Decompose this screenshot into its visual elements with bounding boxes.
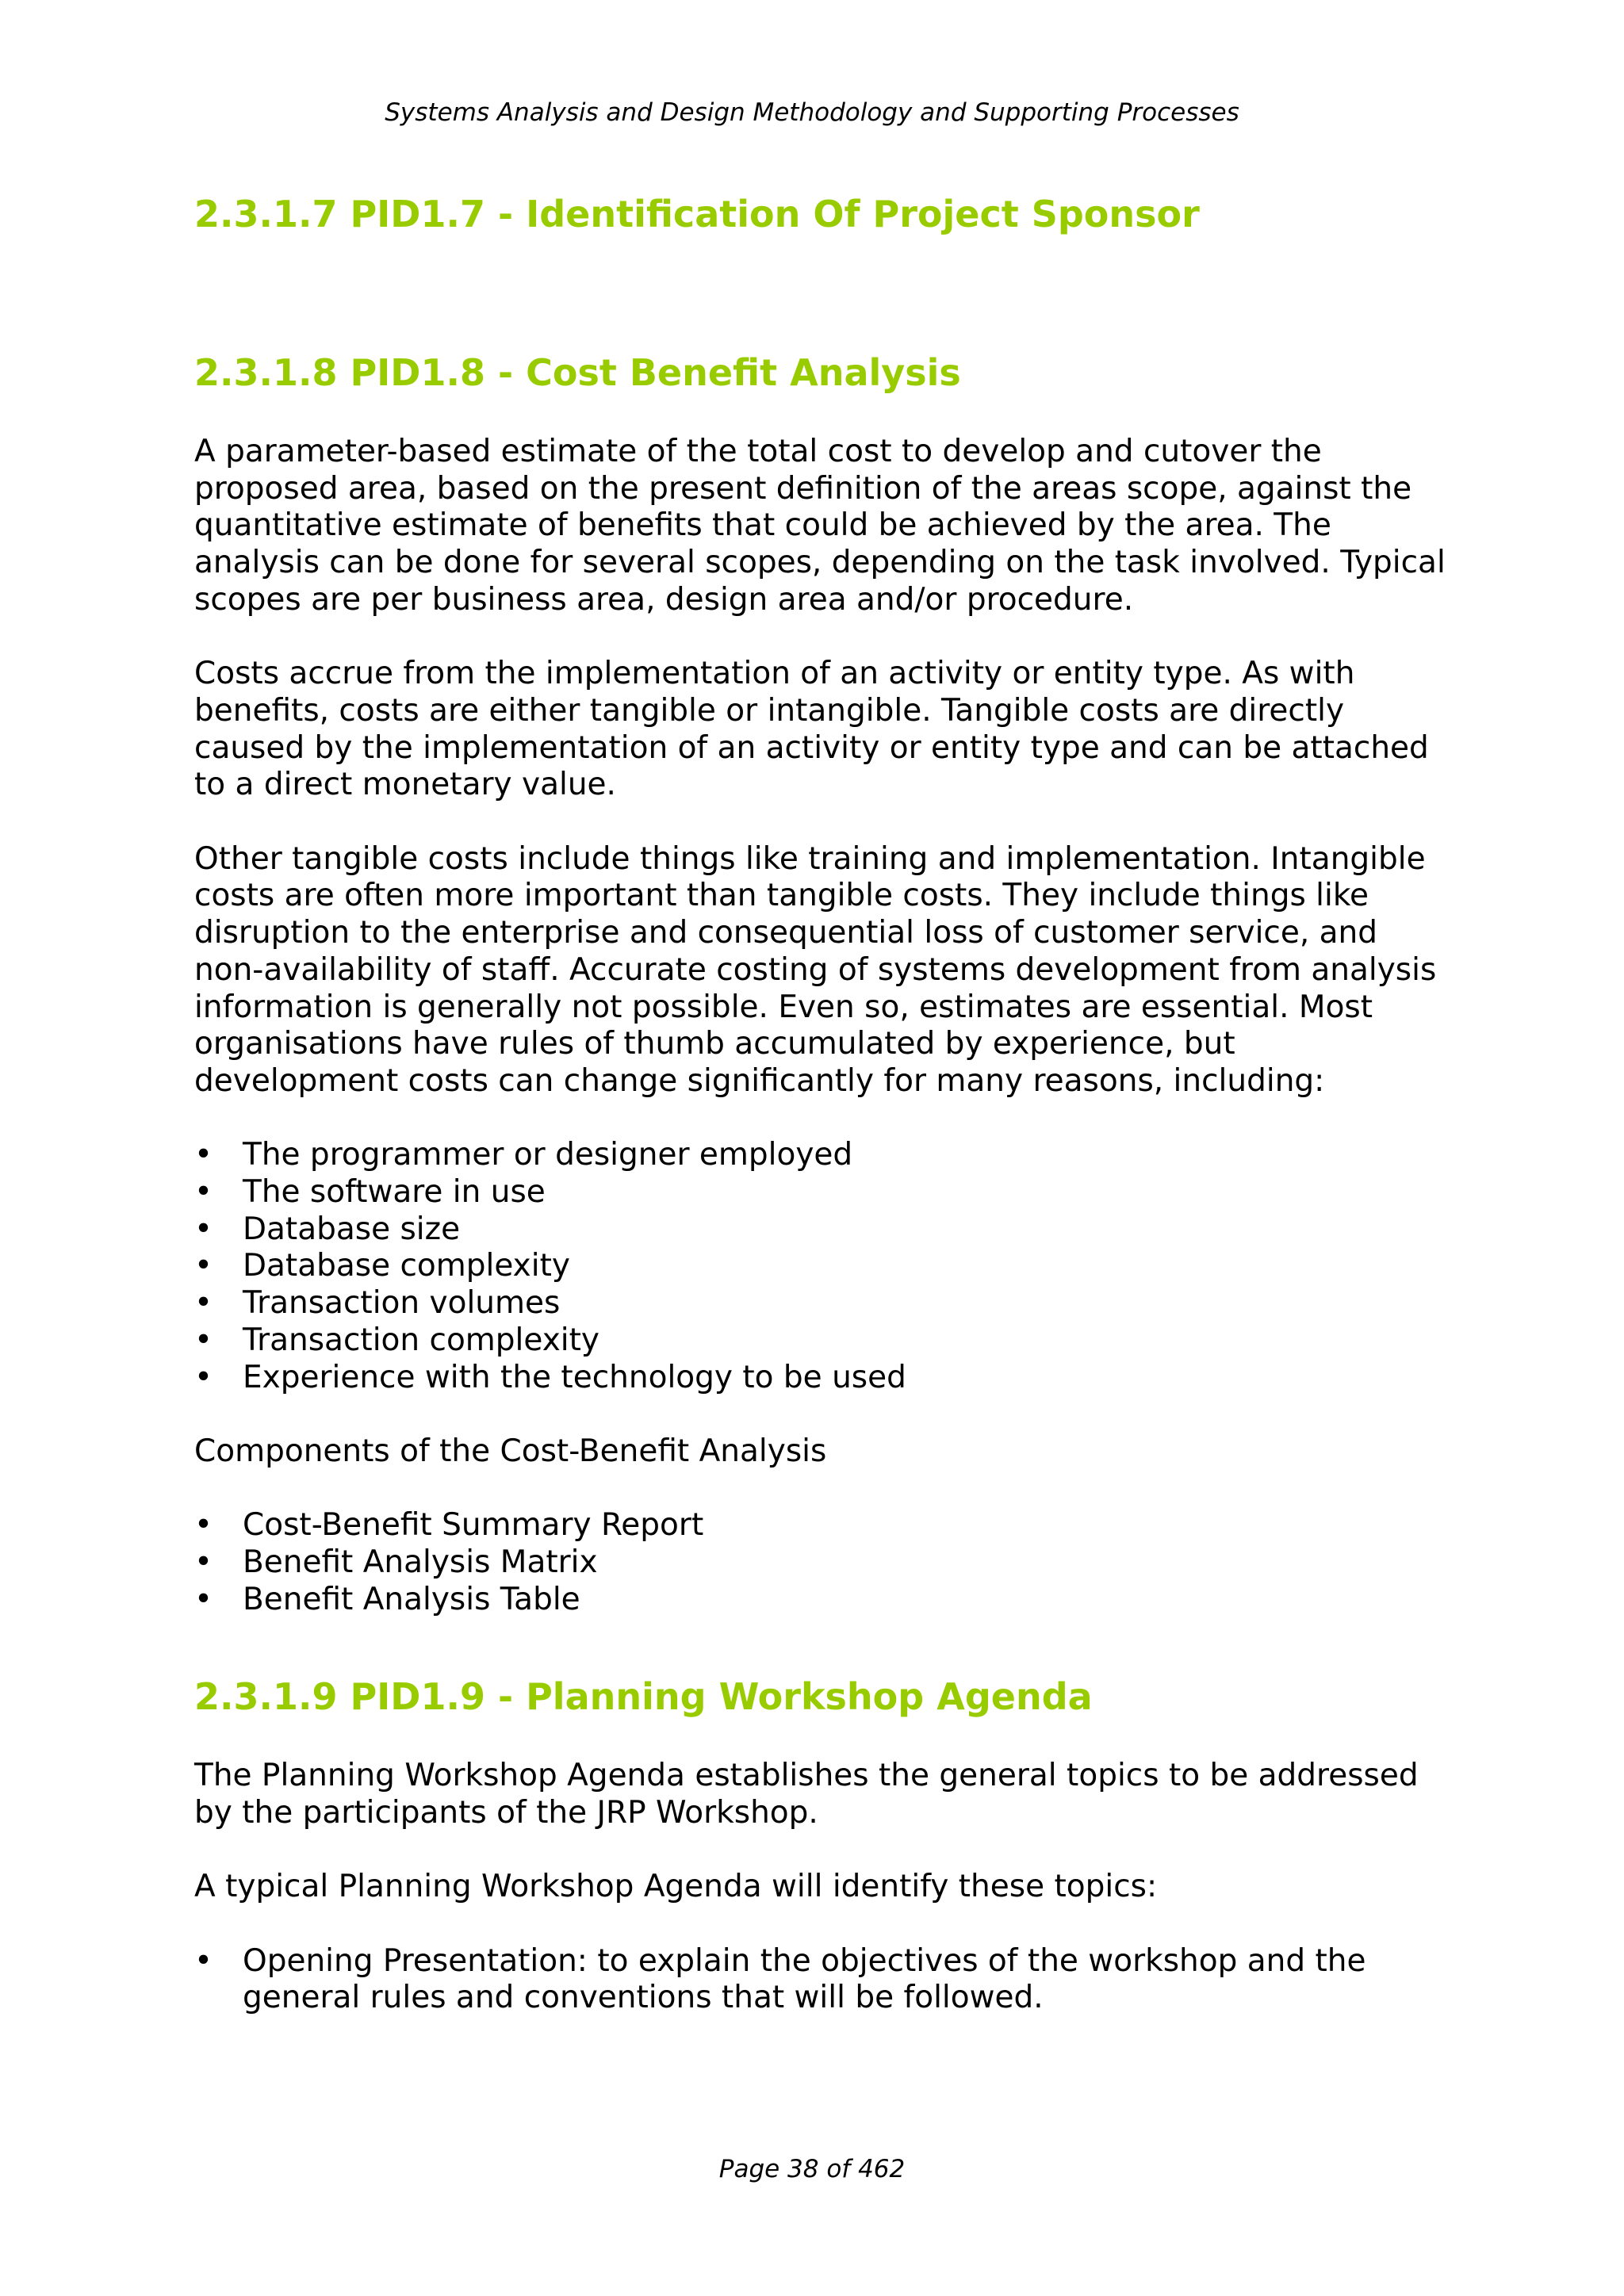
list-item: • Experience with the technology to be used — [194, 1359, 906, 1395]
bullet-icon: • — [194, 1211, 213, 1247]
section-spacer — [194, 238, 1447, 349]
bullet-icon: • — [194, 1174, 213, 1211]
page-content — [194, 190, 1447, 2054]
bullet-icon: • — [194, 1544, 213, 1581]
bullet-icon: • — [194, 1581, 213, 1617]
components-list — [194, 1507, 1447, 1618]
cost-reasons-list — [194, 1137, 1447, 1396]
bullet-icon: • — [194, 1507, 213, 1544]
heading-spacer — [194, 396, 1447, 434]
bullet-icon: • — [194, 1942, 213, 1979]
section-heading-pid1-8: 2.3.1.8 PID1.8 - Cost Benefit Analysis — [194, 351, 961, 394]
list-item: • Benefit Analysis Table — [194, 1581, 580, 1617]
bullet-icon: • — [194, 1322, 213, 1358]
list-item: • Transaction volumes — [194, 1285, 561, 1322]
list-item: • Cost-Benefit Summary Report — [194, 1507, 704, 1544]
running-header: Systems Analysis and Design Methodology and Supporting Processes — [385, 98, 1239, 127]
paragraph-agenda-topics-intro: A typical Planning Workshop Agenda will identify these topics: — [194, 1869, 1158, 1905]
list-item: • The software in use — [194, 1174, 546, 1211]
list-item: • The programmer or designer employed — [194, 1137, 853, 1173]
section-heading-pid1-9: 2.3.1.9 PID1.9 - Planning Workshop Agenda — [194, 1675, 1093, 1719]
paragraph-agenda-definition: The Planning Workshop Agenda establishes the general topics to be addressed by the participants of the JRP Workshop. — [194, 1758, 1419, 1831]
list-item: • Transaction complexity — [194, 1322, 599, 1358]
bullet-icon: • — [194, 1137, 213, 1173]
list-item: • Database complexity — [194, 1248, 570, 1284]
list-item: • Database size — [194, 1211, 461, 1247]
paragraph-other-costs: Other tangible costs include things like training and implementation. Intangible costs are often more important than tangible costs. They include things like disruption to the enterprise and consequential loss of customer service, and non-availability of staff. Accurate costing of systems development from analysis information is generally not possible. Even so, estimates are essential. Most organisations have rules of thumb accumulated by experience, but development costs can change significantly for many reasons, including: — [194, 840, 1437, 1099]
agenda-topics-list — [194, 1943, 1447, 2017]
list-item: • Benefit Analysis Matrix — [194, 1544, 598, 1581]
paragraph-components-intro: Components of the Cost-Benefit Analysis — [194, 1433, 827, 1469]
section-spacer — [194, 1655, 1447, 1673]
bullet-icon: • — [194, 1248, 213, 1284]
paragraph-costs-accrue: Costs accrue from the implementation of an activity or entity type. As with benefits, costs are either tangible or intangible. Tangible costs are directly caused by the implementation of an activity or entity type and can be attached to a direct monetary value. — [194, 656, 1429, 803]
heading-spacer — [194, 1720, 1447, 1758]
section-heading-pid1-7: 2.3.1.7 PID1.7 - Identification Of Project Sponsor — [194, 193, 1200, 235]
bullet-icon: • — [194, 1359, 213, 1395]
list-item: • Opening Presentation: to explain the objectives of the workshop and the general rules and conventions that will be followed. — [194, 1942, 1366, 2016]
bullet-icon: • — [194, 1285, 213, 1322]
paragraph-cba-definition: A parameter-based estimate of the total cost to develop and cutover the proposed area, based on the present definition of the areas scope, against the quantitative estimate of benefits that could be achieved by the area. The analysis can be done for several scopes, depending on the task involved. Typical scopes are per business area, design area and/or procedure. — [194, 434, 1446, 618]
page-number: Page 38 of 462 — [718, 2155, 906, 2183]
